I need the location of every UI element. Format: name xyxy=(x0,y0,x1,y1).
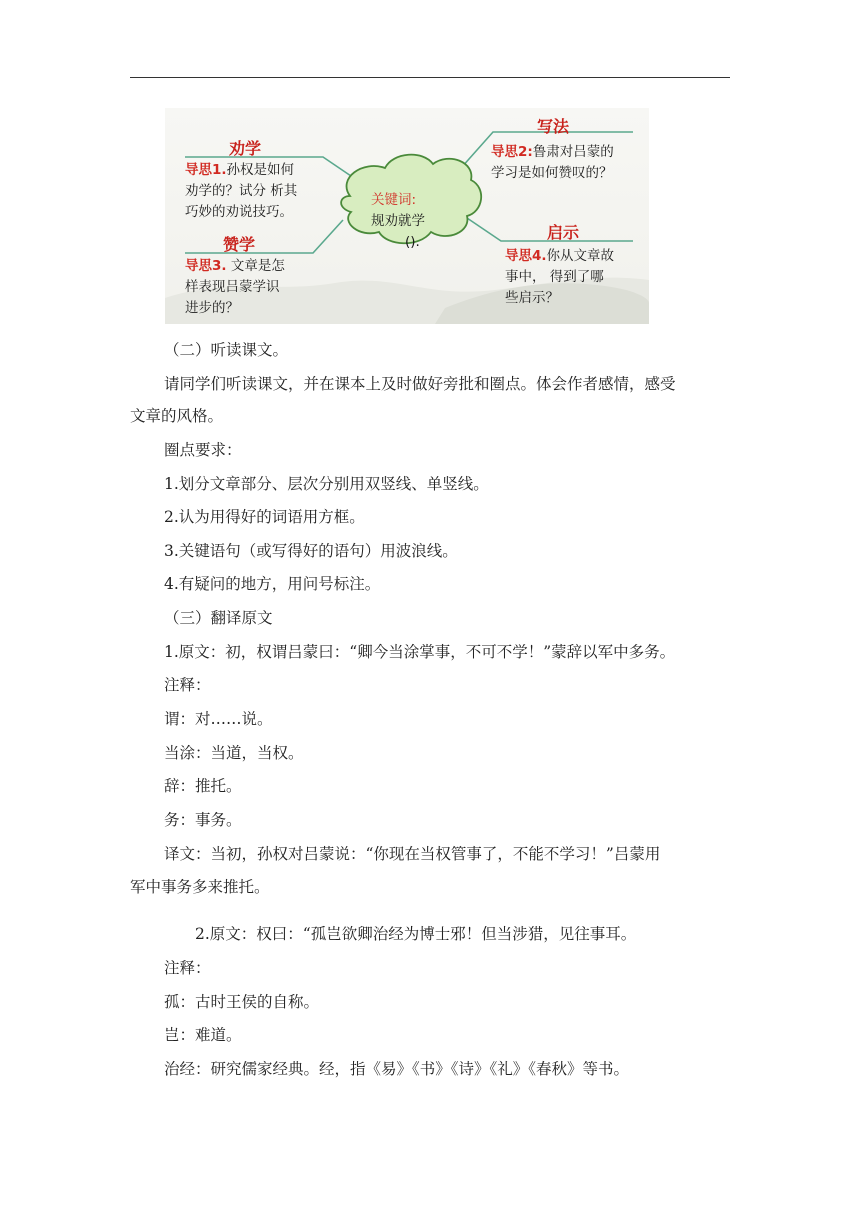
branch-title-xiefa: 写法 xyxy=(537,117,570,136)
guide-2: 导思2:鲁肃对吕蒙的 学习是如何赞叹的？ xyxy=(491,144,614,181)
translation-1: 译文：当初，孙权对吕蒙说：“你现在当权管事了，不能不学习！”吕蒙用 xyxy=(164,845,661,863)
annotation-wu: 务：事务。 xyxy=(164,811,242,829)
annotation-zhijing: 治经：研究儒家经典。经，指《易》《书》《诗》《礼》《春秋》等书。 xyxy=(164,1060,630,1078)
mind-map-figure xyxy=(165,108,649,324)
branch-title-qishi: 启示 xyxy=(547,223,580,242)
requirement-item-2: 2.认为用得好的词语用方框。 xyxy=(164,508,365,526)
header-rule xyxy=(130,77,730,78)
requirement-item-3: 3.关键语句（或写得好的语句）用波浪线。 xyxy=(164,542,458,560)
branch-title-zanxue: 赞学 xyxy=(223,235,256,254)
original-text-2: 2.原文：权曰：“孤岂欲卿治经为博士邪！但当涉猎，见往事耳。 xyxy=(195,925,637,943)
annotation-ci: 辞：推托。 xyxy=(164,777,242,795)
guide-3: 导思3. 文章是怎 样表现吕蒙学识 进步的？ xyxy=(185,258,285,316)
annotation-gu: 孤：古时王侯的自称。 xyxy=(164,993,320,1011)
marking-requirements-label: 圈点要求： xyxy=(164,441,242,459)
paragraph-instruction-cont: 文章的风格。 xyxy=(130,407,224,425)
branch-title-quanxue: 劝学 xyxy=(229,139,262,158)
annotation-label: 注释： xyxy=(164,676,211,694)
paragraph-instruction: 请同学们听读课文，并在课本上及时做好旁批和圈点。体会作者感情，感受 xyxy=(164,375,676,393)
annotation-label-2: 注释： xyxy=(164,959,211,977)
guide-4: 导思4.你从文章故 事中， 得到了哪 些启示？ xyxy=(505,248,615,306)
requirement-item-4: 4.有疑问的地方，用问号标注。 xyxy=(164,575,381,593)
annotation-wei: 谓：对……说。 xyxy=(164,710,273,728)
requirement-item-1: 1.划分文章部分、层次分别用双竖线、单竖线。 xyxy=(164,475,489,493)
original-text-1: 1.原文：初，权谓吕蒙曰：“卿今当涂掌事，不可不学！”蒙辞以军中多务。 xyxy=(164,643,676,661)
guide-1: 导思1.孙权是如何 劝学的？试分 析其 巧妙的劝说技巧。 xyxy=(185,162,298,220)
annotation-qi: 岂：难道。 xyxy=(164,1026,242,1044)
center-keyword: 关键词: 规劝就学 (). xyxy=(371,192,425,250)
section-heading-listen: （二）听读课文。 xyxy=(164,341,289,359)
annotation-dangtu: 当涂：当道，当权。 xyxy=(164,744,304,762)
section-heading-translate: （三）翻译原文 xyxy=(164,609,273,627)
translation-1-cont: 军中事务多来推托。 xyxy=(130,878,270,896)
